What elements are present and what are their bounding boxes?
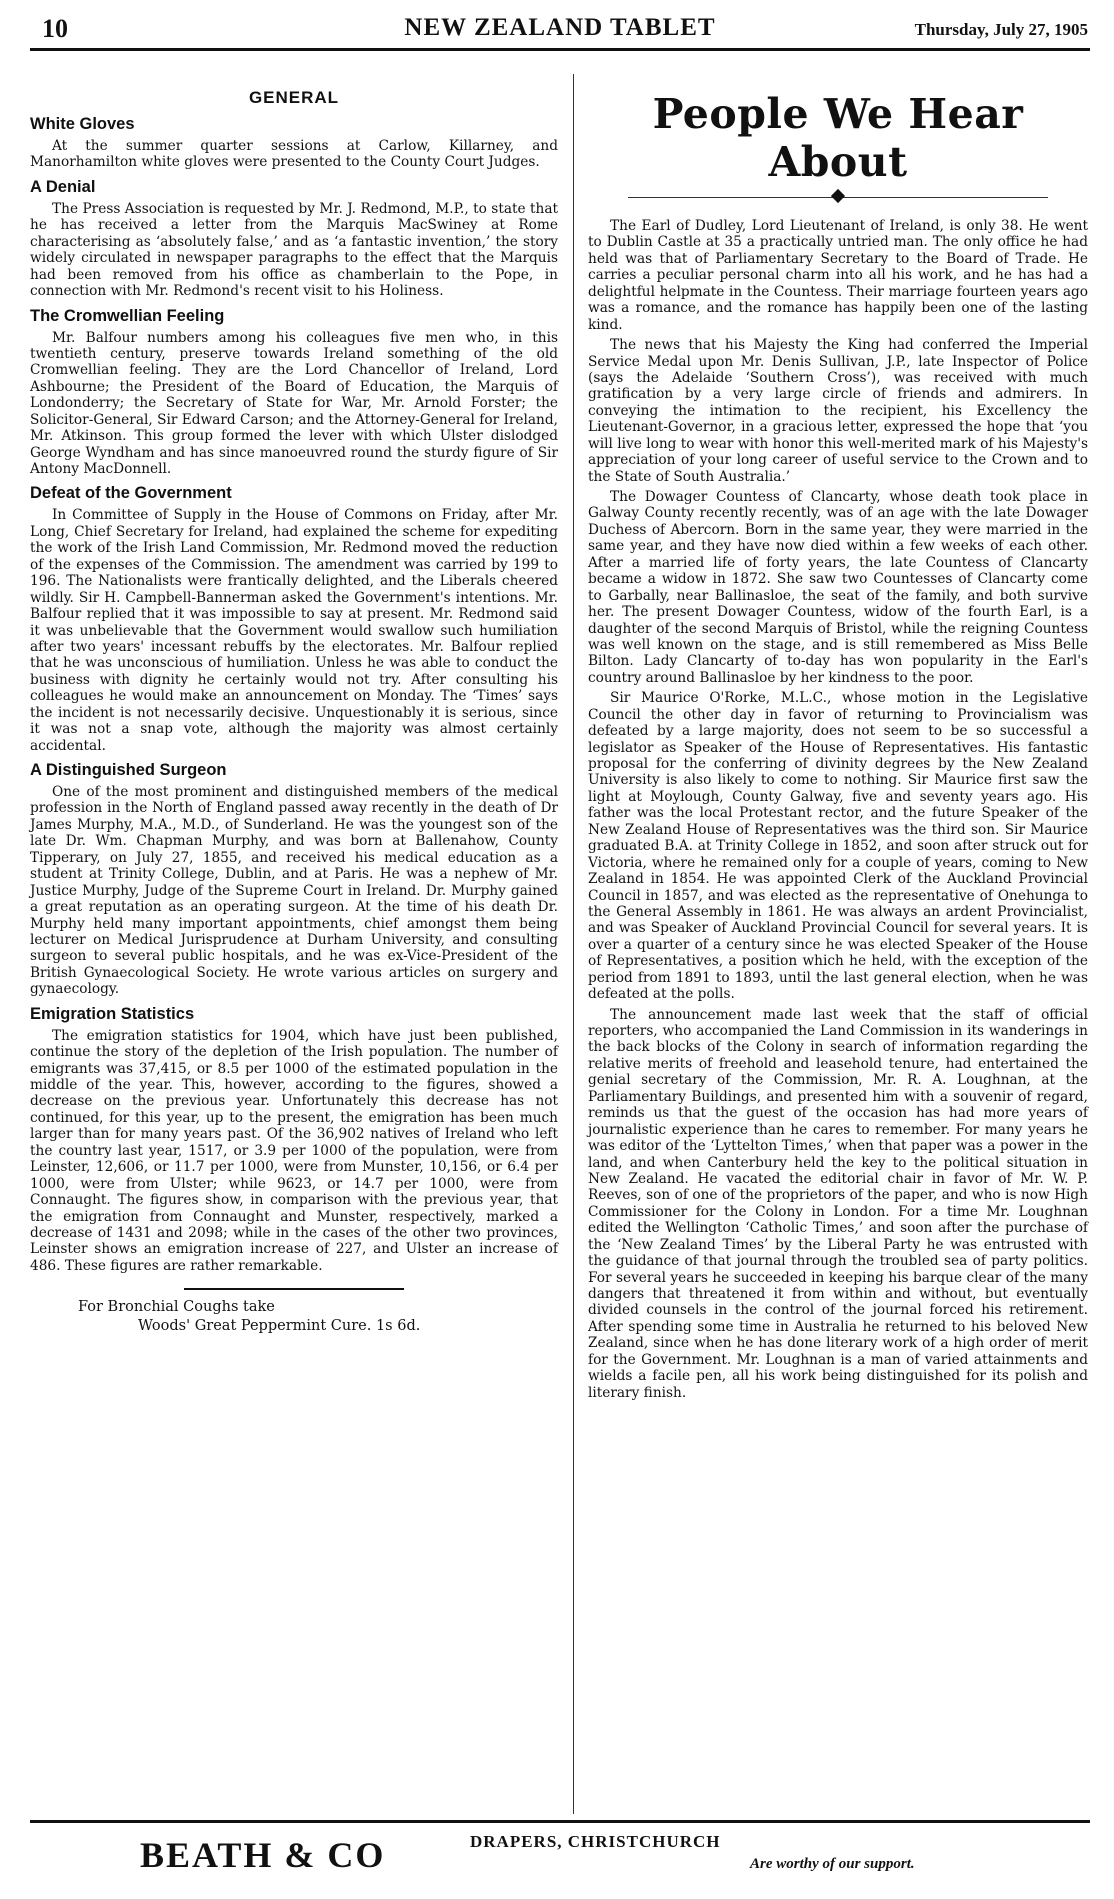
diamond-icon bbox=[831, 189, 845, 203]
article-paragraph: The Press Association is requested by Mr. J. Redmond, M.P., to state that he has received a letter from the Marquis MacSwiney at Rome characterising as ‘absolutely false,’ and as ‘a fantastic invention,’ the story widely circulated in newspaper paragraphs to the effect that the Marquis had been removed from his office as chamberlain to the Pope, in connection with Mr. Redmond's recent visit to his Holiness. bbox=[30, 200, 558, 300]
masthead bbox=[30, 14, 1090, 51]
issue-date: Thursday, July 27, 1905 bbox=[914, 20, 1088, 39]
article-paragraph: Mr. Balfour numbers among his colleagues five men who, in this twentieth century, preserve towards Ireland something of the old Cromwellian feeling. They are the Lord Chancellor of Ireland, Lord Ashbourne; the President of the Board of Education, the Marquis of Londonderry; the Secretary of State for War, Mr. Arnold Forster; the Solicitor-General, Sir Edward Carson; and the Attorney-General for Ireland, Mr. Atkinson. This group formed the lever with which Ulster dislodged George Wyndham and has since manoeuvred round the sturdy figure of Sir Antony MacDonnell. bbox=[30, 329, 558, 477]
feature-title: People We Hear About bbox=[652, 90, 1024, 186]
ad-tagline: Are worthy of our support. bbox=[750, 1856, 915, 1872]
page-number: 10 bbox=[42, 14, 68, 43]
article-paragraph: Sir Maurice O'Rorke, M.L.C., whose motion in the Legislative Council the other day in favor of returning to Provincialism was defeated by a large majority, does not seem to be so successful a legislator as Speaker of the House of Representatives. His fantastic proposal for the conferring of divinity degrees by the New Zealand University is also likely to come to nothing. Sir Maurice first saw the light at Moylough, County Galway, five and seventy years ago. His father was the local Protestant rector, and the future Speaker of the New Zealand House of Representatives was the third son. Sir Maurice graduated B.A. at Trinity College in 1852, and soon after struck out for Victoria, where he remained only for a couple of years, coming to New Zealand in 1854. He was appointed Clerk of the Auckland Provincial Council in 1857, and was elected as the representative of Onehunga to the General Assembly in 1861. He was always an ardent Provincialist, and was Speaker of Auckland Provincial Council for several years. It is over a quarter of a century since he was elected Speaker of the House of Representatives, a position which he held, with the exception of the period from 1891 to 1893, until the last general election, when he was defeated at the polls. bbox=[588, 690, 1088, 1003]
ad-brand: BEATH & CO bbox=[140, 1835, 386, 1875]
article-heading: The Cromwellian Feeling bbox=[30, 306, 225, 325]
article-paragraph: The Earl of Dudley, Lord Lieutenant of Ireland, is only 38. He went to Dublin Castle at 35 a practically untried man. The only office he had held was that of Parliamentary Secretary to the Board of Trade. He carries a peculiar personal charm into all his work, and he has had a delightful helpmate in the Countess. Their marriage fourteen years ago was a romance, and the romance has happily been one of the lasting kind. bbox=[588, 218, 1088, 333]
article-paragraph: The announcement made last week that the staff of official reporters, who accompanied the Land Commission in its wanderings in the back blocks of the Colony in search of information regarding the relative merits of freehold and leasehold tenure, had entertained the genial secretary of the Commission, Mr. R. A. Loughnan, at the Parliamentary Buildings, and presented him with a souvenir of regard, reminds us that the guest of the occasion has had more years of journalistic experience than he cares to remember. For many years he was editor of the ‘Lyttelton Times,’ when that paper was a power in the land, and when Canterbury held the key to the political situation in New Zealand. He vacated the editorial chair in favor of Mr. W. P. Reeves, son of one of the proprietors of the paper, and who is now High Commissioner for the Colony in London. For a time Mr. Loughnan edited the Wellington ‘Catholic Times,’ and soon after the purchase of the ‘New Zealand Times’ by the Liberal Party he was entrusted with the guidance of that journal through the troubled sea of party politics. For several years he succeeded in keeping his barque clear of the many dangers that threatened it from within and without, but eventually divided counsels in the control of the journal forced his retirement. After spending some time in Australia he returned to his beloved New Zealand, since when he has done literary work of a high order of merit for the Government. Mr. Loughnan is a man of varied attainments and wields a facile pen, all his work being distinguished for its polish and literary finish. bbox=[588, 1006, 1088, 1401]
ad-trade: DRAPERS, CHRISTCHURCH bbox=[470, 1832, 721, 1851]
footer-rule bbox=[30, 1820, 1090, 1823]
left-column bbox=[30, 82, 558, 1336]
article-heading: Defeat of the Government bbox=[30, 484, 232, 503]
title-ornament bbox=[588, 190, 1088, 206]
footer-advertisement bbox=[30, 1830, 1090, 1885]
article-heading: Emigration Statistics bbox=[30, 1004, 195, 1023]
ad-line: For Bronchial Coughs take bbox=[78, 1299, 275, 1316]
right-column bbox=[588, 82, 1088, 1405]
cough-cure-ad bbox=[30, 1298, 558, 1336]
article-heading: A Distinguished Surgeon bbox=[30, 761, 227, 779]
article-paragraph: One of the most prominent and distinguished members of the medical profession in the North of England passed away recently in the death of Dr James Murphy, M.A., M.D., of Sunderland. He was the youngest son of the late Dr. Wm. Chapman Murphy, and was born at Ballenahow, County Tipperary, on July 27, 1855, and received his medical education as a student at Trinity College, Dublin, and at Paris. He was a nephew of Mr. Justice Murphy, Judge of the Supreme Court in Ireland. Dr. Murphy gained a great reputation as an operating surgeon. At the time of his death Dr. Murphy held many important appointments, chief amongst them being lecturer on Medical Jurisprudence at Durham University, and consulting surgeon to several public hospitals, and he was ex-Vice-President of the British Gynaecological Society. He wrote various articles on surgery and gynaecology. bbox=[30, 784, 558, 998]
article-paragraph: The news that his Majesty the King had conferred the Imperial Service Medal upon Mr. Denis Sullivan, J.P., late Inspector of Police (says the Adelaide ‘Southern Cross’), was received with much gratification by a very large circle of friends and admirers. In conveying the intimation to the recipient, his Excellency the Lieutenant-Governor, in a gracious letter, expressed the hope that ‘you will live long to wear with honor this well-merited mark of his Majesty's appreciation of your long career of useful service to the Crown and to the State of South Australia.’ bbox=[588, 337, 1088, 485]
article-paragraph: The emigration statistics for 1904, which have just been published, continue the story of the depletion of the Irish population. The number of emigrants was 37,415, or 8.5 per 1000 of the estimated population in the middle of the year. This, however, according to the figures, showed a decrease on the previous year. Unfortunately this decrease has not continued, for this year, up to the present, the emigration has been much larger than for many years past. Of the 36,902 natives of Ireland who left the country last year, 1517, or 3.9 per 1000 of the population, were from Leinster, 12,606, or 11.7 per 1000, were from Munster, 10,156, or 6.4 per 1000, were from Ulster; while 9623, or 14.7 per 1000, were from Connaught. The figures show, in comparison with the previous year, that the emigration from Connaught and Munster, respectively, marked a decrease of 1431 and 2098; while in the cases of the other two provinces, Leinster shows an emigration increase of 227, and Ulster an increase of 486. These figures are rather remarkable. bbox=[30, 1027, 558, 1274]
newspaper-title: NEW ZEALAND TABLET bbox=[404, 14, 716, 41]
column-divider bbox=[573, 74, 574, 1814]
article-heading: A Denial bbox=[30, 177, 96, 196]
article-paragraph: At the summer quarter sessions at Carlow, Killarney, and Manorhamilton white gloves were presented to the County Court Judges. bbox=[30, 138, 558, 171]
column-end-rule bbox=[184, 1288, 404, 1290]
section-heading: GENERAL bbox=[248, 88, 340, 107]
article-paragraph: In Committee of Supply in the House of Commons on Friday, after Mr. Long, Chief Secretary for Ireland, had explained the scheme for expediting the work of the Irish Land Commission, Mr. Redmond moved the reduction of the expenses of the Commission. The amendment was carried by 199 to 196. The Nationalists were frantically delighted, and the Liberals cheered wildly. Sir H. Campbell-Bannerman asked the Government's intentions. Mr. Balfour replied that it was impossible to say at present. Mr. Redmond said it was unbelievable that the Government would swallow such humiliation after two years' incessant rebuffs by the electorates. Mr. Balfour replied that he was unconscious of humiliation. Unless he was able to conduct the business with dignity he certainly would not try. After consulting his colleagues he would make an announcement on Monday. The ‘Times’ says the incident is not necessarily decisive. Unquestionably it is serious, since it was not a snap vote, although the majority was almost certainly accidental. bbox=[30, 507, 558, 754]
article-paragraph: The Dowager Countess of Clancarty, whose death took place in Galway County recently recently, was of an age with the late Dowager Duchess of Abercorn. Born in the same year, they were married in the same year, and they have now died within a few weeks of each other. After a married life of forty years, the late Countess of Clancarty became a widow in 1872. She saw two Countesses of Clancarty come to Garbally, near Ballinasloe, the seat of the family, and both survive her. The present Dowager Countess, widow of the fourth Earl, is a daughter of the second Marquis of Bristol, while the reigning Countess was well known on the stage, and is still remembered as Miss Belle Bilton. Lady Clancarty of to-day has won popularity in the Earl's country around Ballinasloe by her kindness to the poor. bbox=[588, 489, 1088, 686]
article-heading: White Gloves bbox=[30, 115, 135, 133]
ad-line: Woods' Great Peppermint Cure. 1s 6d. bbox=[138, 1318, 421, 1335]
